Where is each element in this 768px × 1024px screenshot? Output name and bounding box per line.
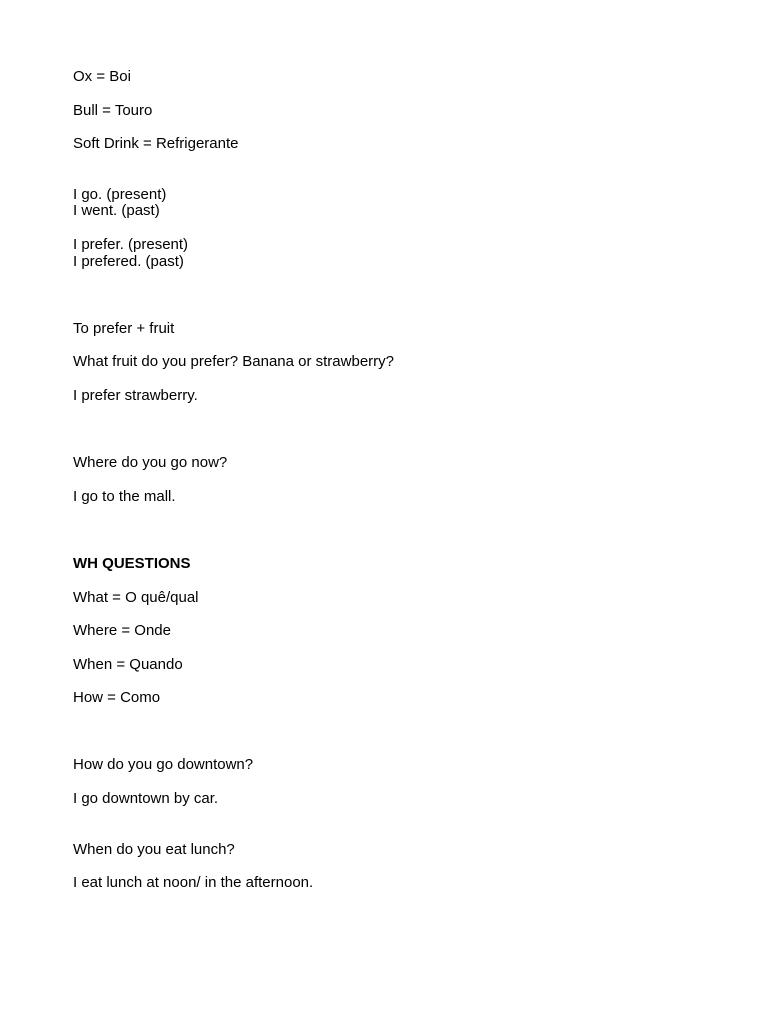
where-answer: I go to the mall. [73, 488, 176, 505]
lunch-question: When do you eat lunch? [73, 841, 235, 858]
downtown-question: How do you go downtown? [73, 756, 254, 773]
verb-prefer-past: I prefered. (past) [73, 253, 184, 270]
vocab-bull: Bull = Touro [73, 102, 153, 119]
prefer-fruit-heading: To prefer + fruit [73, 320, 175, 337]
wh-what: What = O quê/qual [73, 589, 199, 606]
verb-prefer-present: I prefer. (present) [73, 236, 189, 253]
lunch-answer: I eat lunch at noon/ in the afternoon. [73, 874, 314, 891]
vocab-soft-drink: Soft Drink = Refrigerante [73, 135, 239, 152]
verb-go-present: I go. (present) [73, 186, 167, 203]
wh-where: Where = Onde [73, 622, 171, 639]
verb-go-past: I went. (past) [73, 202, 160, 219]
fruit-answer: I prefer strawberry. [73, 387, 198, 404]
vocab-ox: Ox = Boi [73, 68, 131, 85]
wh-when: When = Quando [73, 656, 183, 673]
downtown-answer: I go downtown by car. [73, 790, 219, 807]
wh-questions-heading: WH QUESTIONS [73, 555, 191, 572]
wh-how: How = Como [73, 689, 161, 706]
fruit-question: What fruit do you prefer? Banana or strawberry? [73, 353, 394, 370]
where-question: Where do you go now? [73, 454, 228, 471]
